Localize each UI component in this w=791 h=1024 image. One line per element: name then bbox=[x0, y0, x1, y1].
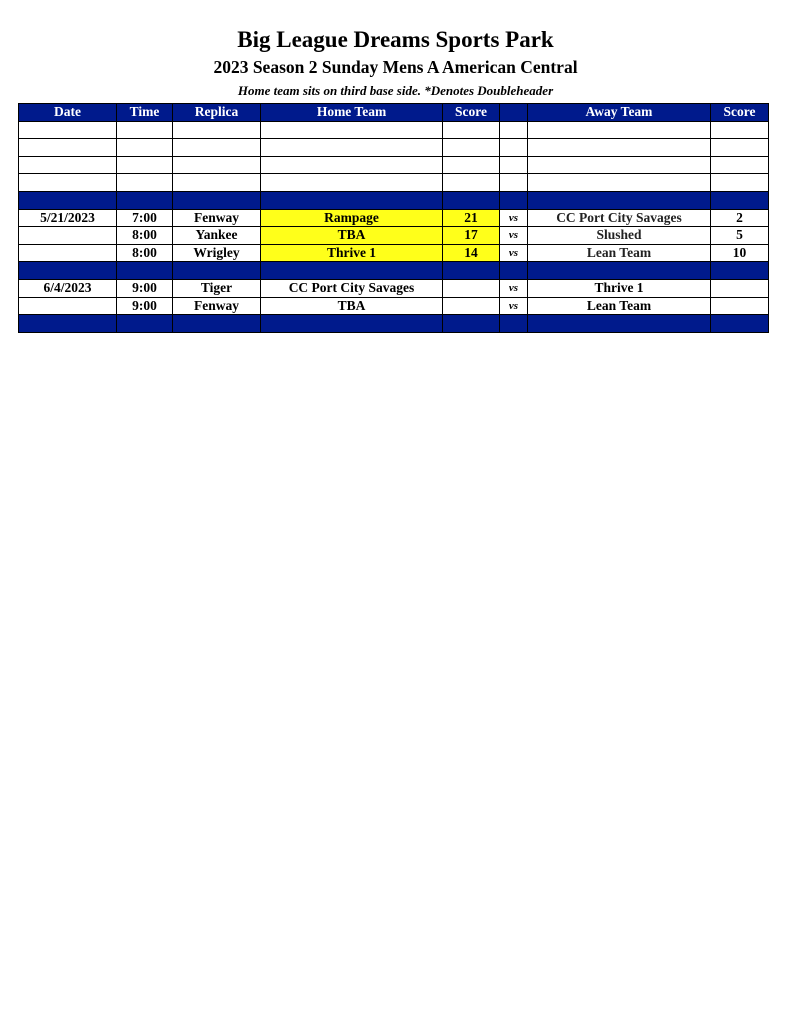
home-team: TBA bbox=[261, 297, 443, 315]
schedule-table bbox=[18, 103, 769, 333]
game-date bbox=[19, 227, 117, 245]
vs-label: vs bbox=[500, 227, 528, 245]
column-header-replica: Replica bbox=[173, 104, 261, 122]
separator-row bbox=[19, 315, 769, 333]
schedule-note: Home team sits on third base side. *Denotes Doubleheader bbox=[237, 83, 554, 98]
game-time: 8:00 bbox=[117, 244, 173, 262]
game-time: 8:00 bbox=[117, 227, 173, 245]
away-team: Lean Team bbox=[528, 297, 711, 315]
away-team: Slushed bbox=[528, 227, 711, 245]
game-date bbox=[19, 297, 117, 315]
empty-row bbox=[19, 174, 769, 192]
column-header-away-score: Score bbox=[711, 104, 769, 122]
table-row bbox=[19, 297, 769, 315]
separator-row bbox=[19, 262, 769, 280]
table-header-row bbox=[19, 104, 769, 122]
page-title: Big League Dreams Sports Park bbox=[237, 27, 554, 52]
empty-row bbox=[19, 156, 769, 174]
game-replica: Tiger bbox=[173, 279, 261, 297]
vs-label: vs bbox=[500, 209, 528, 227]
game-date bbox=[19, 244, 117, 262]
home-score bbox=[443, 279, 500, 297]
away-score bbox=[711, 297, 769, 315]
game-replica: Wrigley bbox=[173, 244, 261, 262]
home-score: 21 bbox=[443, 209, 500, 227]
column-header-away-team: Away Team bbox=[528, 104, 711, 122]
empty-row bbox=[19, 139, 769, 157]
vs-label: vs bbox=[500, 297, 528, 315]
home-score: 14 bbox=[443, 244, 500, 262]
away-score: 2 bbox=[711, 209, 769, 227]
table-row bbox=[19, 279, 769, 297]
home-team: Thrive 1 bbox=[261, 244, 443, 262]
column-header-home-score: Score bbox=[443, 104, 500, 122]
away-team: Thrive 1 bbox=[528, 279, 711, 297]
game-time: 7:00 bbox=[117, 209, 173, 227]
page-subtitle: 2023 Season 2 Sunday Mens A American Central bbox=[213, 57, 578, 77]
column-header-date: Date bbox=[19, 104, 117, 122]
game-date: 6/4/2023 bbox=[19, 279, 117, 297]
away-score bbox=[711, 279, 769, 297]
home-team: TBA bbox=[261, 227, 443, 245]
game-replica: Fenway bbox=[173, 297, 261, 315]
away-team: CC Port City Savages bbox=[528, 209, 711, 227]
table-row bbox=[19, 209, 769, 227]
away-score: 5 bbox=[711, 227, 769, 245]
vs-label: vs bbox=[500, 279, 528, 297]
empty-row bbox=[19, 121, 769, 139]
game-replica: Yankee bbox=[173, 227, 261, 245]
column-header-vs bbox=[500, 104, 528, 122]
separator-row bbox=[19, 191, 769, 209]
column-header-home-team: Home Team bbox=[261, 104, 443, 122]
game-date: 5/21/2023 bbox=[19, 209, 117, 227]
table-row bbox=[19, 227, 769, 245]
game-time: 9:00 bbox=[117, 279, 173, 297]
game-replica: Fenway bbox=[173, 209, 261, 227]
home-score: 17 bbox=[443, 227, 500, 245]
home-team: Rampage bbox=[261, 209, 443, 227]
game-time: 9:00 bbox=[117, 297, 173, 315]
home-score bbox=[443, 297, 500, 315]
vs-label: vs bbox=[500, 244, 528, 262]
away-team: Lean Team bbox=[528, 244, 711, 262]
column-header-time: Time bbox=[117, 104, 173, 122]
home-team: CC Port City Savages bbox=[261, 279, 443, 297]
away-score: 10 bbox=[711, 244, 769, 262]
table-row bbox=[19, 244, 769, 262]
